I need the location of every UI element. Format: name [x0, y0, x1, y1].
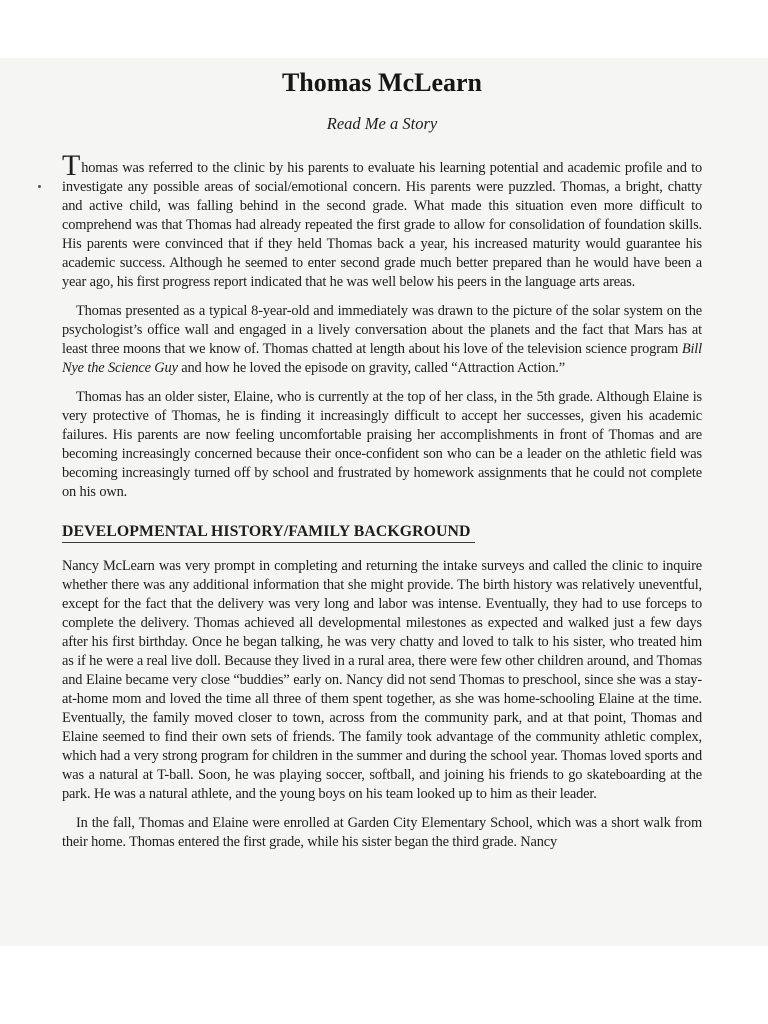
intro-paragraph-1-text: homas was referred to the clinic by his parents to evaluate his learning potential and academic profile and to investigate any possible areas of social/emotional concern. His parents were puzzled. Thomas, a bright, chatty and active child, was falling behind in the second grade. What made this situation even more difficult to comprehend was that Thomas had already repeated the first grade to allow for consolidation of foundation skills. His parents were convinced that if they held Thomas back a year, his increased maturity would guarantee his academic success. Although he seemed to enter second grade much better prepared than he would have been a year ago, his first progress report indicated that he was well below his peers in the language arts areas.: [62, 160, 702, 290]
section-paragraph-1: Nancy McLearn was very prompt in completing and returning the intake surveys and called the clinic to inquire whether there was any additional information that she might provide. The birth history was relatively uneventful, except for the fact that the delivery was very long and labor was intense. Eventually, they had to use forceps to complete the delivery. Thomas achieved all developmental milestones as expected and walked just a few days after his first birthday. Once he began talking, he was very chatty and loved to talk to his sister, who treated him as if he were a real live doll. Because they lived in a rural area, there were few other children around, and Thomas and Elaine became very close “buddies” early on. Nancy did not send Thomas to preschool, since she was a stay-at-home mom and loved the time all three of them spent together, as she was home-schooling Elaine at the time. Eventually, the family moved closer to town, across from the community park, and at that point, Thomas and Elaine seemed to find their own sets of friends. The family took advantage of the community athletic complex, which had a very strong program for children in the summer and during the school year. Thomas loved sports and was a natural at T-ball. Soon, he was playing soccer, softball, and joining his friends to go skateboarding at the park. He was a natural athlete, and the young boys on his team looked up to him as their leader.: [62, 558, 702, 802]
section-heading: DEVELOPMENTAL HISTORY/FAMILY BACKGROUND: [62, 522, 475, 543]
section-heading-wrap: [62, 502, 702, 557]
intro-paragraph-2-text-a: Thomas presented as a typical 8-year-old and immediately was drawn to the picture of the solar system on the psychologist’s office wall and engaged in a lively conversation about the planets and the fact that Mars has at least three moons that we know of. Thomas chatted at length about his love of the television science program: [62, 303, 702, 357]
drop-cap: T: [62, 149, 81, 182]
page-title: Thomas McLearn: [281, 68, 483, 97]
tv-program-title: Bill Nye the Science Guy: [62, 341, 702, 376]
intro-paragraph-3: Thomas has an older sister, Elaine, who is currently at the top of her class, in the 5th grade. Although Elaine is very protective of Thomas, he is finding it increasingly difficult to accept her successes, given his academic failures. His parents are now feeling uncomfortable praising her accomplishments in front of Thomas and are becoming increasingly concerned because their once-confident son who can be a leader on the athletic field was becoming increasingly turned off by school and frustrated by homework assignments that he could not complete on his own.: [62, 389, 702, 500]
section-paragraph-2: In the fall, Thomas and Elaine were enrolled at Garden City Elementary School, which was a short walk from their home. Thomas entered the first grade, while his sister began the third grade. Nancy: [62, 815, 702, 850]
document-body: [62, 68, 702, 852]
page-subtitle: Read Me a Story: [326, 114, 438, 133]
scan-speck: [38, 185, 41, 188]
intro-paragraph-2-text-b: and how he loved the episode on gravity, called “Attraction Action.”: [177, 360, 565, 376]
intro-paragraph-1: [62, 149, 702, 292]
intro-paragraph-2: [62, 302, 702, 378]
